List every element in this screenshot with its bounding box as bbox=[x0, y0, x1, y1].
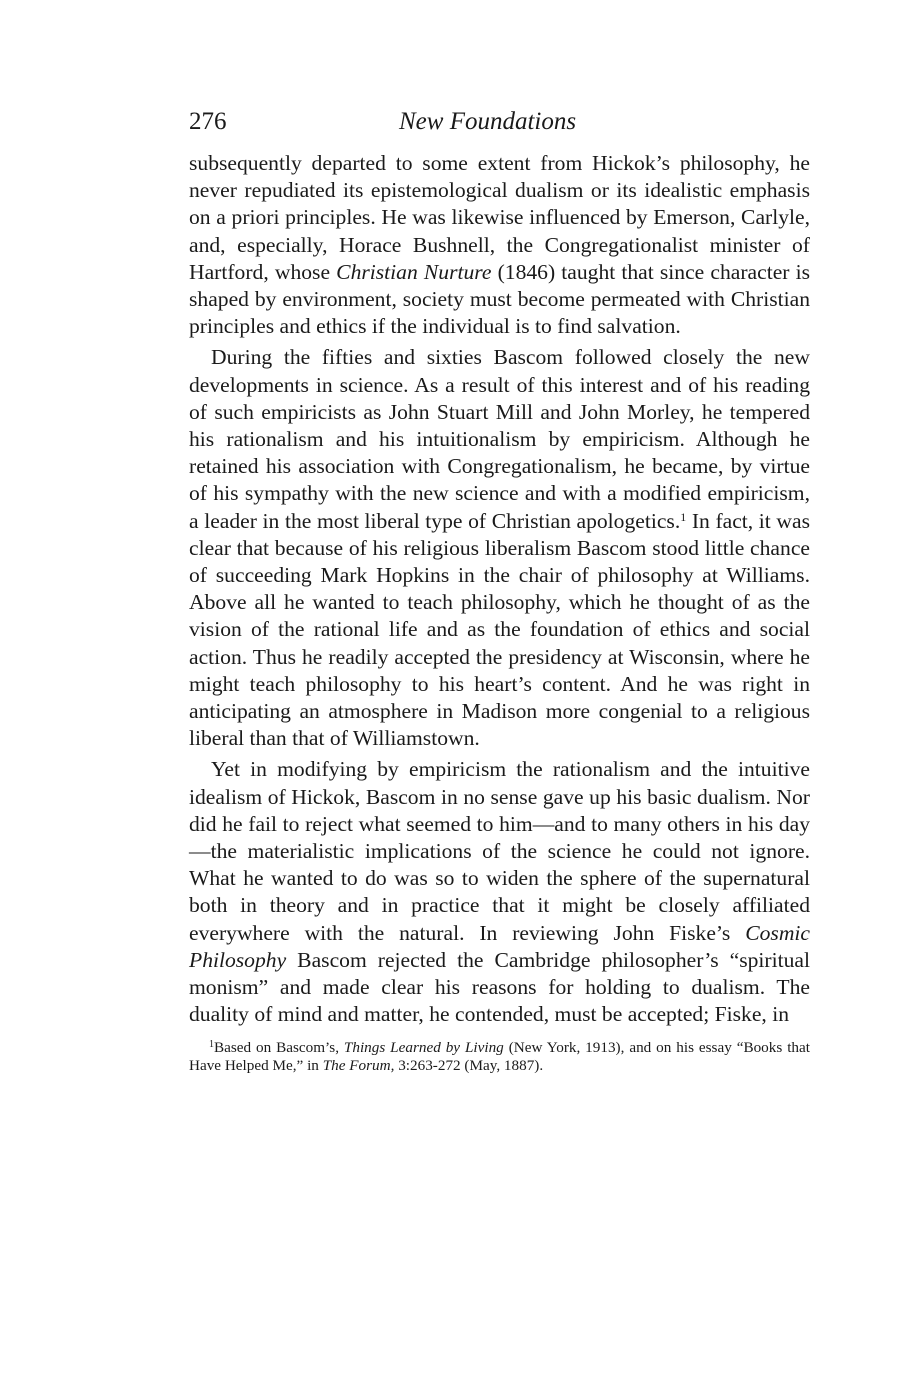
footnotes bbox=[189, 1039, 810, 1075]
paragraph-text: (1846) taught that since character is shaped by environment, society must become permeated with Christian principles and ethics if the individual is to find salvation. bbox=[189, 259, 811, 339]
paragraph-text: Bascom rejected the Cambridge philosopher’s “spiritual monism” and made clear his reasons for holding to dualism. The duality of mind and matter, he contended, must be accepted; Fiske, in bbox=[189, 947, 810, 1027]
paragraph-3 bbox=[189, 756, 810, 1028]
footnote-text: 3:263-272 (May, 1887). bbox=[394, 1056, 544, 1074]
book-title: Christian Nurture bbox=[336, 259, 492, 284]
paragraph-2 bbox=[189, 344, 810, 752]
running-title: New Foundations bbox=[399, 108, 577, 135]
footnote-title: Things Learned by Living bbox=[343, 1038, 504, 1056]
page-number: 276 bbox=[189, 108, 227, 135]
paragraph-text: subsequently departed to some extent from Hickok’s philosophy, he never repudiated its epistemological dualism or its idealistic emphasis on a priori principles. He was likewise influenced by Emerson, Carlyle, and, especially, Horace Bushnell, the Congregationalist minister of Hartford, whose bbox=[189, 151, 810, 284]
paragraph-text: In fact, it was clear that because of his religious liberalism Bascom stood little chance of succeeding Mark Hopkins in the chair of philosophy at Williams. Above all he wanted to teach philosophy, which he thought of as the vision of the rational life and as the foundation of ethics and social action. Thus he readily accepted the presidency at Wisconsin, where he might teach philosophy to his heart’s content. And he was right in anticipating an atmosphere in Madison more congenial to a religious liberal than that of Williamstown. bbox=[189, 508, 811, 751]
body-text bbox=[189, 150, 810, 1029]
paragraph-text: During the fifties and sixties Bascom followed closely the new developments in science. As a result of this interest and of his reading of such empiricists as John Stuart Mill and John Morley, he tempered his rationalism and his intuitionalism by empiricism. Although he retained his association with Congregationalism, he became, by virtue of his sympathy with the new science and with a modified empiricism, a leader in the most liberal type of Christian apologetics. bbox=[189, 345, 810, 533]
footnote-title: The Forum, bbox=[322, 1056, 395, 1074]
paragraph-1 bbox=[189, 150, 810, 340]
footnote-text: (New York, 1913), and on his essay “Books that Have Helped Me,” in bbox=[189, 1038, 810, 1074]
footnote-mark: 1 bbox=[209, 1038, 214, 1050]
footnote-reference: 1 bbox=[680, 509, 687, 524]
running-head bbox=[189, 108, 810, 142]
book-page bbox=[189, 108, 810, 1075]
book-title: Cosmic Philosophy bbox=[189, 920, 810, 972]
footnote-1 bbox=[189, 1039, 810, 1075]
paragraph-text: Yet in modifying by empiricism the rationalism and the intuitive idealism of Hickok, Bascom in no sense gave up his basic dualism. Nor did he fail to reject what seemed to him—and to many others in his day—the materialistic implications of the science he could not ignore. What he wanted to do was so to widen the sphere of the supernatural both in theory and in practice that it might be closely affiliated everywhere with the natural. In reviewing John Fiske’s bbox=[189, 757, 810, 945]
footnote-text: Based on Bascom’s, bbox=[214, 1038, 344, 1056]
